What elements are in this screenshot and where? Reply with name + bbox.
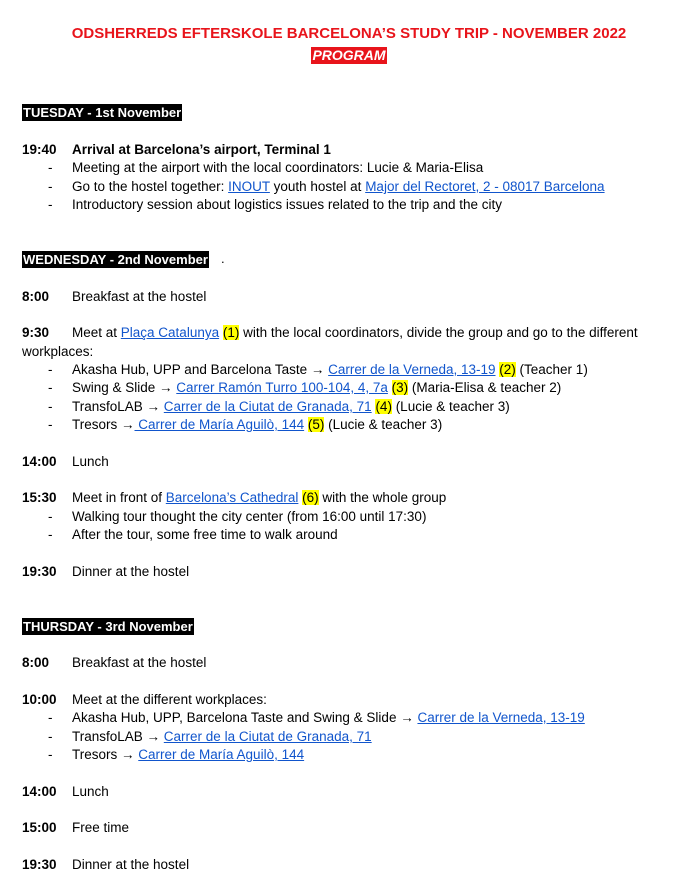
bullet-text: Introductory session about logistics issues related to the trip and the city xyxy=(72,197,502,212)
event-text: Free time xyxy=(72,820,130,835)
text: (Teacher 1) xyxy=(515,362,588,377)
text: with the whole group xyxy=(318,490,447,505)
event-text: Arrival at Barcelona’s airport, Terminal 1 xyxy=(72,142,331,157)
workplace-akasha xyxy=(72,361,588,378)
event-time: 19:40 xyxy=(22,142,57,157)
bullet-text: Walking tour thought the city center (from 16:00 until 17:30) xyxy=(72,509,427,524)
bullet: - xyxy=(48,380,53,395)
event-thursday-1930 xyxy=(22,856,678,873)
placa-catalunya-link[interactable]: Plaça Catalunya xyxy=(120,325,220,340)
event-thursday-1400 xyxy=(22,783,678,800)
event-time: 19:30 xyxy=(22,564,57,579)
map-ref-badge: (3) xyxy=(391,380,409,395)
text: TransfoLAB → xyxy=(72,729,164,744)
cathedral-link[interactable]: Barcelona’s Cathedral xyxy=(165,490,299,505)
event-text: Breakfast at the hostel xyxy=(72,289,207,304)
bullet: - xyxy=(48,417,53,432)
text: Meet in front of xyxy=(72,490,166,505)
event-wednesday-0800 xyxy=(22,288,678,305)
maria-aguilo-link[interactable]: Carrer de María Aguilò, 144 xyxy=(138,747,305,762)
bullet: - xyxy=(48,710,53,725)
event-time: 8:00 xyxy=(22,289,50,304)
event-time: 10:00 xyxy=(22,692,57,707)
event-text: Dinner at the hostel xyxy=(72,564,190,579)
text: Tresors → xyxy=(72,417,135,432)
workplace-akasha xyxy=(72,709,585,726)
text: youth hostel at xyxy=(269,179,366,194)
event-text: Meet at the different workplaces: xyxy=(72,692,267,707)
day-heading-thursday: THURSDAY - 3rd November xyxy=(23,619,193,634)
day-heading-tuesday: TUESDAY - 1st November xyxy=(23,105,182,120)
map-ref-badge: (4) xyxy=(375,399,392,414)
text: (Lucie & teacher 3) xyxy=(391,399,510,414)
event-time: 15:30 xyxy=(22,490,57,505)
hostel-address-link[interactable]: Major del Rectoret, 2 - 08017 Barcelona xyxy=(365,179,605,194)
event-wednesday-0930 xyxy=(22,324,678,341)
subtitle-wrap xyxy=(0,47,698,64)
map-ref-badge: (6) xyxy=(302,490,319,505)
verneda-link[interactable]: Carrer de la Verneda, 13-19 xyxy=(417,710,585,725)
bullet-text: After the tour, some free time to walk around xyxy=(72,527,338,542)
bullet-text: Meeting at the airport with the local coordinators: Lucie & Maria-Elisa xyxy=(72,160,484,175)
text: (Lucie & teacher 3) xyxy=(324,417,443,432)
bullet: - xyxy=(48,362,53,377)
event-text: Dinner at the hostel xyxy=(72,857,190,872)
bullet: - xyxy=(48,509,53,524)
event-thursday-0800 xyxy=(22,654,678,671)
event-time: 9:30 xyxy=(22,325,50,340)
day-heading-wednesday: WEDNESDAY - 2nd November xyxy=(23,252,208,267)
inout-link[interactable]: INOUT xyxy=(228,179,270,194)
event-text: Lunch xyxy=(72,784,109,799)
workplace-tresors xyxy=(72,416,442,433)
event-time: 15:00 xyxy=(22,820,57,835)
verneda-link[interactable]: Carrer de la Verneda, 13-19 xyxy=(328,362,496,377)
event-wednesday-1930 xyxy=(22,563,678,580)
event-thursday-1000 xyxy=(22,691,678,708)
event-text: Lunch xyxy=(72,454,109,469)
workplace-transfolab xyxy=(72,398,510,415)
map-ref-badge: (2) xyxy=(499,362,516,377)
text: Go to the hostel together: xyxy=(72,179,229,194)
bullet: - xyxy=(48,197,53,212)
bullet: - xyxy=(48,527,53,542)
event-wednesday-1400 xyxy=(22,453,678,470)
event-time: 19:30 xyxy=(22,857,57,872)
workplace-transfolab xyxy=(72,728,372,745)
heading-dot: . xyxy=(221,251,225,266)
event-time: 8:00 xyxy=(22,655,50,670)
granada-link[interactable]: Carrer de la Ciutat de Granada, 71 xyxy=(163,729,372,744)
bullet: - xyxy=(48,729,53,744)
text: Akasha Hub, UPP and Barcelona Taste → xyxy=(72,362,329,377)
maria-aguilo-link[interactable]: Carrer de María Aguilò, 144 xyxy=(134,417,305,432)
event-tuesday-1940 xyxy=(22,141,678,158)
bullet: - xyxy=(48,747,53,762)
event-time: 14:00 xyxy=(22,454,57,469)
bullet: - xyxy=(48,160,53,175)
map-ref-badge: (1) xyxy=(222,325,240,340)
text: Meet at xyxy=(72,325,121,340)
event-text: Breakfast at the hostel xyxy=(72,655,207,670)
document-subtitle: PROGRAM xyxy=(312,47,386,63)
event-wednesday-1530 xyxy=(22,489,678,506)
workplace-swing xyxy=(72,379,561,396)
workplace-tresors xyxy=(72,746,304,763)
text: TransfoLAB → xyxy=(72,399,164,414)
map-ref-badge: (5) xyxy=(307,417,325,432)
text: Swing & Slide → xyxy=(72,380,177,395)
event-time: 14:00 xyxy=(22,784,57,799)
event-text-line2: workplaces: xyxy=(22,344,94,359)
bullet: - xyxy=(48,399,53,414)
bullet: - xyxy=(48,179,53,194)
event-thursday-1500 xyxy=(22,819,678,836)
text: with the local coordinators, divide the group and go to the different xyxy=(239,325,638,340)
text: (Maria-Elisa & teacher 2) xyxy=(408,380,562,395)
text: Akasha Hub, UPP, Barcelona Taste and Swing & Slide → xyxy=(72,710,418,725)
text: Tresors → xyxy=(72,747,139,762)
granada-link[interactable]: Carrer de la Ciutat de Granada, 71 xyxy=(163,399,372,414)
document-title: ODSHERREDS EFTERSKOLE BARCELONA’S STUDY TRIP - NOVEMBER 2022 xyxy=(71,25,627,42)
bullet-text-hostel xyxy=(72,178,605,195)
ramon-turro-link[interactable]: Carrer Ramón Turro 100-104, 4, 7a xyxy=(176,380,388,395)
